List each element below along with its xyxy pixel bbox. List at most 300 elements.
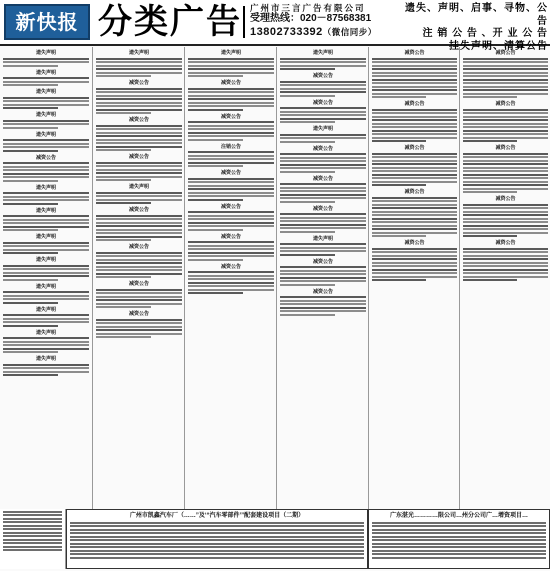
bottom-text-line (70, 532, 364, 534)
notice-text-line (372, 153, 457, 155)
notice-text-line (3, 272, 89, 274)
notice-title: 遗失声明 (35, 283, 56, 290)
notice-text-line (280, 164, 366, 166)
notice-text-line (188, 58, 274, 60)
notice-text-line (96, 179, 151, 181)
notice-text-line (96, 98, 182, 100)
notice-text-line (188, 135, 274, 137)
notice-text-line (3, 192, 89, 194)
notice-text-line (280, 114, 366, 116)
notice-text-line (188, 105, 274, 107)
classified-notice (2, 356, 90, 376)
notice-text-line (188, 72, 274, 74)
notice-text-line (3, 84, 58, 86)
classified-notice (2, 70, 90, 87)
classified-notice (2, 257, 90, 281)
notice-text-line (96, 262, 182, 264)
notice-text-line (280, 107, 366, 109)
notice-text-line (463, 82, 548, 84)
section-title: 分类广告 (98, 2, 242, 42)
notice-title: 遗失声明 (220, 50, 241, 56)
notice-text-line (188, 289, 274, 291)
classified-notice (371, 145, 458, 186)
bottom-text-line (372, 543, 546, 545)
notice-text-line (463, 184, 548, 186)
notice-text-line (463, 167, 548, 169)
notice-title: 减资公告 (128, 311, 149, 317)
notice-text-line (372, 181, 457, 183)
notice-text-line (96, 68, 182, 70)
notice-text-line (188, 128, 274, 130)
notice-title: 遗失声明 (312, 126, 333, 132)
notice-text-line (188, 88, 274, 90)
notice-text-line (372, 276, 457, 278)
notice-text-line (3, 318, 89, 320)
bottom-text-line (70, 546, 364, 548)
notice-text-line (372, 218, 457, 220)
classified-notice (371, 50, 458, 98)
notice-text-line (372, 170, 457, 172)
notice-text-line (280, 134, 366, 136)
notice-text-line (3, 81, 89, 83)
notice-text-line (463, 258, 548, 260)
notice-title: 减资公告 (128, 80, 149, 86)
notice-text-line (3, 219, 89, 221)
notice-title: 减资公告 (495, 145, 516, 151)
bottom-text-line (372, 557, 546, 559)
notice-text-line (3, 291, 89, 293)
notice-text-line (372, 214, 457, 216)
notice-text-line (280, 61, 366, 63)
notice-title: 减资公告 (312, 175, 333, 182)
notice-text-line (372, 140, 426, 142)
notice-text-line (3, 265, 89, 267)
bottom-text-line (3, 525, 62, 527)
notice-text-line (96, 202, 151, 204)
notice-text-line (372, 197, 457, 199)
ad-column (368, 47, 460, 509)
notice-text-line (96, 215, 182, 217)
notice-title: 减资公告 (220, 170, 241, 176)
notice-text-line (96, 72, 182, 74)
notice-text-line (372, 156, 457, 158)
notice-text-line (463, 188, 548, 190)
notice-text-line (372, 72, 457, 74)
notice-text-line (3, 215, 89, 217)
notice-title: 减资公告 (220, 203, 241, 210)
notice-text-line (372, 119, 457, 121)
notice-text-line (3, 203, 58, 205)
notice-text-line (96, 65, 182, 67)
notice-text-line (96, 266, 182, 268)
classified-notice (2, 208, 90, 232)
notice-text-line (188, 132, 274, 134)
notice-text-line (188, 151, 274, 153)
notice-text-line (96, 296, 182, 298)
notice-text-line (280, 111, 366, 113)
notice-text-line (372, 116, 457, 118)
bottom-text-line (70, 539, 364, 541)
notice-text-line (3, 341, 89, 343)
notice-text-line (280, 250, 366, 252)
notice-text-line (372, 251, 457, 253)
notice-text-line (96, 139, 182, 141)
notice-text-line (463, 218, 548, 220)
notice-text-line (188, 211, 274, 213)
classified-notice (279, 126, 367, 143)
notice-text-line (3, 229, 58, 231)
notice-text-line (372, 137, 457, 139)
notice-text-line (280, 197, 366, 199)
notice-text-line (280, 167, 366, 169)
notice-text-line (3, 364, 89, 366)
notice-text-line (372, 82, 457, 84)
notice-text-line (96, 289, 182, 291)
notice-text-line (96, 109, 182, 111)
bottom-text-line (372, 522, 546, 524)
notice-text-line (188, 95, 274, 97)
classified-notice (279, 259, 367, 286)
classified-notice (2, 330, 90, 354)
notice-text-line (372, 269, 457, 271)
notice-text-line (280, 118, 366, 120)
notice-text-line (188, 139, 243, 141)
notice-text-line (372, 123, 457, 125)
notice-text-line (96, 162, 182, 164)
notice-text-line (463, 58, 548, 60)
notice-text-line (372, 96, 426, 98)
notice-text-line (3, 196, 89, 198)
notice-text-line (3, 348, 89, 350)
notice-text-line (280, 224, 366, 226)
notice-text-line (188, 215, 274, 217)
notice-text-line (3, 127, 58, 129)
notice-text-line (372, 255, 457, 257)
notice-text-line (463, 251, 548, 253)
notice-text-line (280, 95, 335, 97)
notice-title: 减资公告 (495, 50, 516, 56)
notice-text-line (463, 211, 548, 213)
bottom-notice-title: 广州市凯鑫汽车厂（……”及‘“汽车零部件’”配套建设项目（二期） (129, 513, 305, 519)
notice-text-line (3, 199, 89, 201)
notice-text-line (372, 272, 457, 274)
notice-text-line (463, 248, 548, 250)
notice-text-line (463, 272, 548, 274)
classified-notice (279, 206, 367, 233)
bottom-text-line (3, 535, 62, 537)
notice-text-line (96, 218, 182, 220)
bottom-text-line (70, 550, 364, 552)
notice-text-line (280, 314, 335, 316)
notice-text-line (3, 245, 89, 247)
service-line: 遗失、声明、启事、寻物、公告 (405, 3, 548, 27)
notice-text-line (280, 243, 366, 245)
notice-title: 遗失声明 (35, 356, 56, 362)
notice-text-line (96, 142, 182, 144)
notice-text-line (280, 190, 366, 192)
bottom-text-line (372, 536, 546, 538)
notice-text-line (96, 273, 182, 275)
notice-text-line (96, 88, 182, 90)
notice-text-line (280, 58, 366, 60)
notice-title: 减资公告 (128, 117, 149, 123)
notice-text-line (280, 254, 335, 256)
notice-text-line (3, 344, 89, 346)
notice-text-line (3, 249, 89, 251)
classified-notice (95, 311, 183, 338)
notice-text-line (188, 181, 274, 183)
notice-text-line (372, 93, 457, 95)
notice-title: 减资公告 (404, 101, 425, 107)
notice-title: 减资公告 (404, 145, 425, 151)
notice-text-line (3, 337, 89, 339)
notice-text-line (280, 310, 366, 312)
classified-notice (279, 50, 367, 70)
notice-text-line (188, 178, 274, 180)
notice-text-line (372, 126, 457, 128)
bottom-text-line (70, 525, 364, 527)
notice-text-line (96, 95, 182, 97)
classified-notice (279, 236, 367, 256)
notice-text-line (280, 121, 335, 123)
notice-text-line (188, 98, 274, 100)
notice-text-line (372, 58, 457, 60)
bottom-text-line (372, 546, 546, 548)
notice-text-line (372, 265, 457, 267)
notice-text-line (463, 204, 548, 206)
notice-text-line (3, 295, 89, 297)
notice-text-line (280, 220, 366, 222)
classified-notice (95, 281, 183, 308)
notice-text-line (3, 226, 89, 228)
notice-text-line (96, 232, 182, 234)
notice-text-line (188, 271, 274, 273)
notice-text-line (96, 225, 182, 227)
notice-text-line (188, 292, 243, 294)
notice-text-line (463, 228, 548, 230)
classified-notice (462, 145, 549, 193)
notice-text-line (280, 187, 366, 189)
notice-text-line (3, 222, 89, 224)
notice-text-line (188, 68, 274, 70)
notice-text-line (3, 139, 89, 141)
bottom-text-line (372, 539, 546, 541)
notice-text-line (372, 68, 457, 70)
classified-notice (371, 240, 458, 281)
notice-text-line (280, 284, 335, 286)
classified-notice (2, 112, 90, 129)
notice-text-line (96, 165, 182, 167)
classified-notice (279, 73, 367, 97)
notice-text-line (96, 239, 151, 241)
notice-text-line (3, 77, 89, 79)
notice-title: 遗失声明 (35, 329, 56, 336)
notice-text-line (96, 333, 182, 335)
notice-text-line (463, 255, 548, 257)
bottom-notice-box (66, 509, 368, 569)
notice-text-line (280, 84, 366, 86)
notice-title: 减资公告 (312, 145, 333, 152)
notice-text-line (280, 81, 366, 83)
classified-notice (187, 80, 275, 111)
notice-text-line (3, 275, 89, 277)
notice-title: 遗失声明 (35, 112, 56, 118)
notice-text-line (372, 86, 457, 88)
notice-text-line (372, 160, 457, 162)
notice-title: 遗失声明 (128, 50, 149, 56)
bottom-text-line (70, 536, 364, 538)
notice-text-line (463, 112, 548, 114)
classified-notice (95, 80, 183, 114)
notice-text-line (96, 236, 182, 238)
bottom-text-line (372, 525, 546, 527)
notice-title: 注销公告 (220, 143, 241, 150)
notice-text-line (463, 65, 548, 67)
ad-column (0, 47, 92, 509)
bottom-text-line (372, 553, 546, 555)
notice-text-line (463, 123, 548, 125)
bottom-text-line (372, 550, 546, 552)
notice-text-line (372, 61, 457, 63)
bottom-text-line (70, 553, 364, 555)
notice-text-line (96, 195, 182, 197)
notice-text-line (96, 255, 182, 257)
notice-text-line (280, 183, 366, 185)
notice-title: 减资公告 (312, 205, 333, 212)
masthead (0, 0, 550, 52)
notice-text-line (463, 96, 517, 98)
notice-text-line (96, 146, 182, 148)
notice-text-line (96, 252, 182, 254)
notice-text-line (463, 269, 548, 271)
notice-text-line (188, 259, 243, 261)
bottom-text-line (3, 521, 62, 523)
notice-text-line (3, 143, 89, 145)
notice-title: 减资公告 (220, 233, 241, 240)
header-divider (243, 6, 245, 38)
notice-text-line (372, 177, 457, 179)
notice-text-line (463, 86, 548, 88)
notice-title: 减资公告 (220, 113, 241, 120)
notice-text-line (372, 65, 457, 67)
notice-text-line (96, 112, 151, 114)
notice-text-line (463, 170, 548, 172)
notice-text-line (372, 248, 457, 250)
notice-text-line (280, 157, 366, 159)
classified-notice (279, 100, 367, 124)
notice-text-line (3, 61, 89, 63)
notice-title: 遗失声明 (35, 234, 56, 240)
notice-text-line (96, 125, 182, 127)
notice-text-line (372, 262, 457, 264)
notice-text-line (280, 247, 366, 249)
notice-text-line (463, 265, 548, 267)
notice-text-line (188, 285, 274, 287)
notice-text-line (372, 235, 426, 237)
classified-notice (2, 234, 90, 254)
notice-text-line (188, 195, 274, 197)
notice-text-line (280, 194, 366, 196)
notice-title: 遗失声明 (35, 50, 56, 56)
classified-notice (95, 50, 183, 77)
notice-text-line (280, 296, 366, 298)
notice-text-line (463, 72, 548, 74)
notice-text-line (280, 303, 366, 305)
notice-text-line (96, 269, 182, 271)
classified-notice (2, 132, 90, 152)
notice-text-line (463, 153, 548, 155)
notice-text-line (372, 228, 457, 230)
notice-text-line (372, 232, 457, 234)
notice-text-line (188, 225, 274, 227)
notice-text-line (463, 109, 548, 111)
notice-text-line (372, 211, 457, 213)
notice-text-line (280, 137, 366, 139)
notice-title: 减资公告 (35, 154, 56, 161)
bottom-notice-box (0, 509, 66, 569)
notice-text-line (188, 75, 243, 77)
notice-text-line (463, 191, 517, 193)
notice-text-line (3, 325, 58, 327)
notice-title: 减资公告 (128, 154, 149, 160)
notice-text-line (96, 329, 182, 331)
notice-title: 遗失声明 (35, 257, 56, 263)
notice-text-line (463, 225, 548, 227)
notice-text-line (280, 227, 366, 229)
notice-text-line (188, 241, 274, 243)
notice-text-line (463, 163, 548, 165)
notice-text-line (280, 213, 366, 215)
notice-text-line (96, 149, 151, 151)
notice-text-line (372, 204, 457, 206)
notice-text-line (463, 177, 548, 179)
notice-text-line (372, 89, 457, 91)
notice-text-line (3, 120, 89, 122)
notice-text-line (3, 279, 58, 281)
notice-text-line (96, 172, 182, 174)
notice-text-line (463, 61, 548, 63)
notice-title: 遗失声明 (35, 69, 56, 76)
bottom-text-line (3, 542, 62, 544)
notice-text-line (3, 351, 58, 353)
bottom-text-line (70, 543, 364, 545)
classified-notice (95, 207, 183, 241)
notice-text-line (3, 302, 58, 304)
notice-text-line (188, 282, 274, 284)
notice-title: 减资公告 (128, 281, 149, 287)
notice-text-line (372, 133, 457, 135)
notice-text-line (188, 158, 274, 160)
ad-column (92, 47, 185, 509)
notice-text-line (280, 201, 335, 203)
notice-text-line (96, 102, 182, 104)
classified-notice (187, 170, 275, 201)
notice-title: 减资公告 (128, 244, 149, 250)
notice-text-line (280, 273, 366, 275)
notice-text-line (96, 299, 182, 301)
notice-text-line (280, 91, 366, 93)
notice-text-line (96, 229, 182, 231)
bottom-text-line (3, 511, 62, 513)
notice-text-line (188, 91, 274, 93)
bottom-text-line (70, 529, 364, 531)
notice-text-line (188, 65, 274, 67)
classified-notice (279, 176, 367, 203)
notice-text-line (96, 292, 182, 294)
notice-text-line (188, 278, 274, 280)
notice-text-line (96, 259, 182, 261)
notice-text-line (372, 167, 457, 169)
